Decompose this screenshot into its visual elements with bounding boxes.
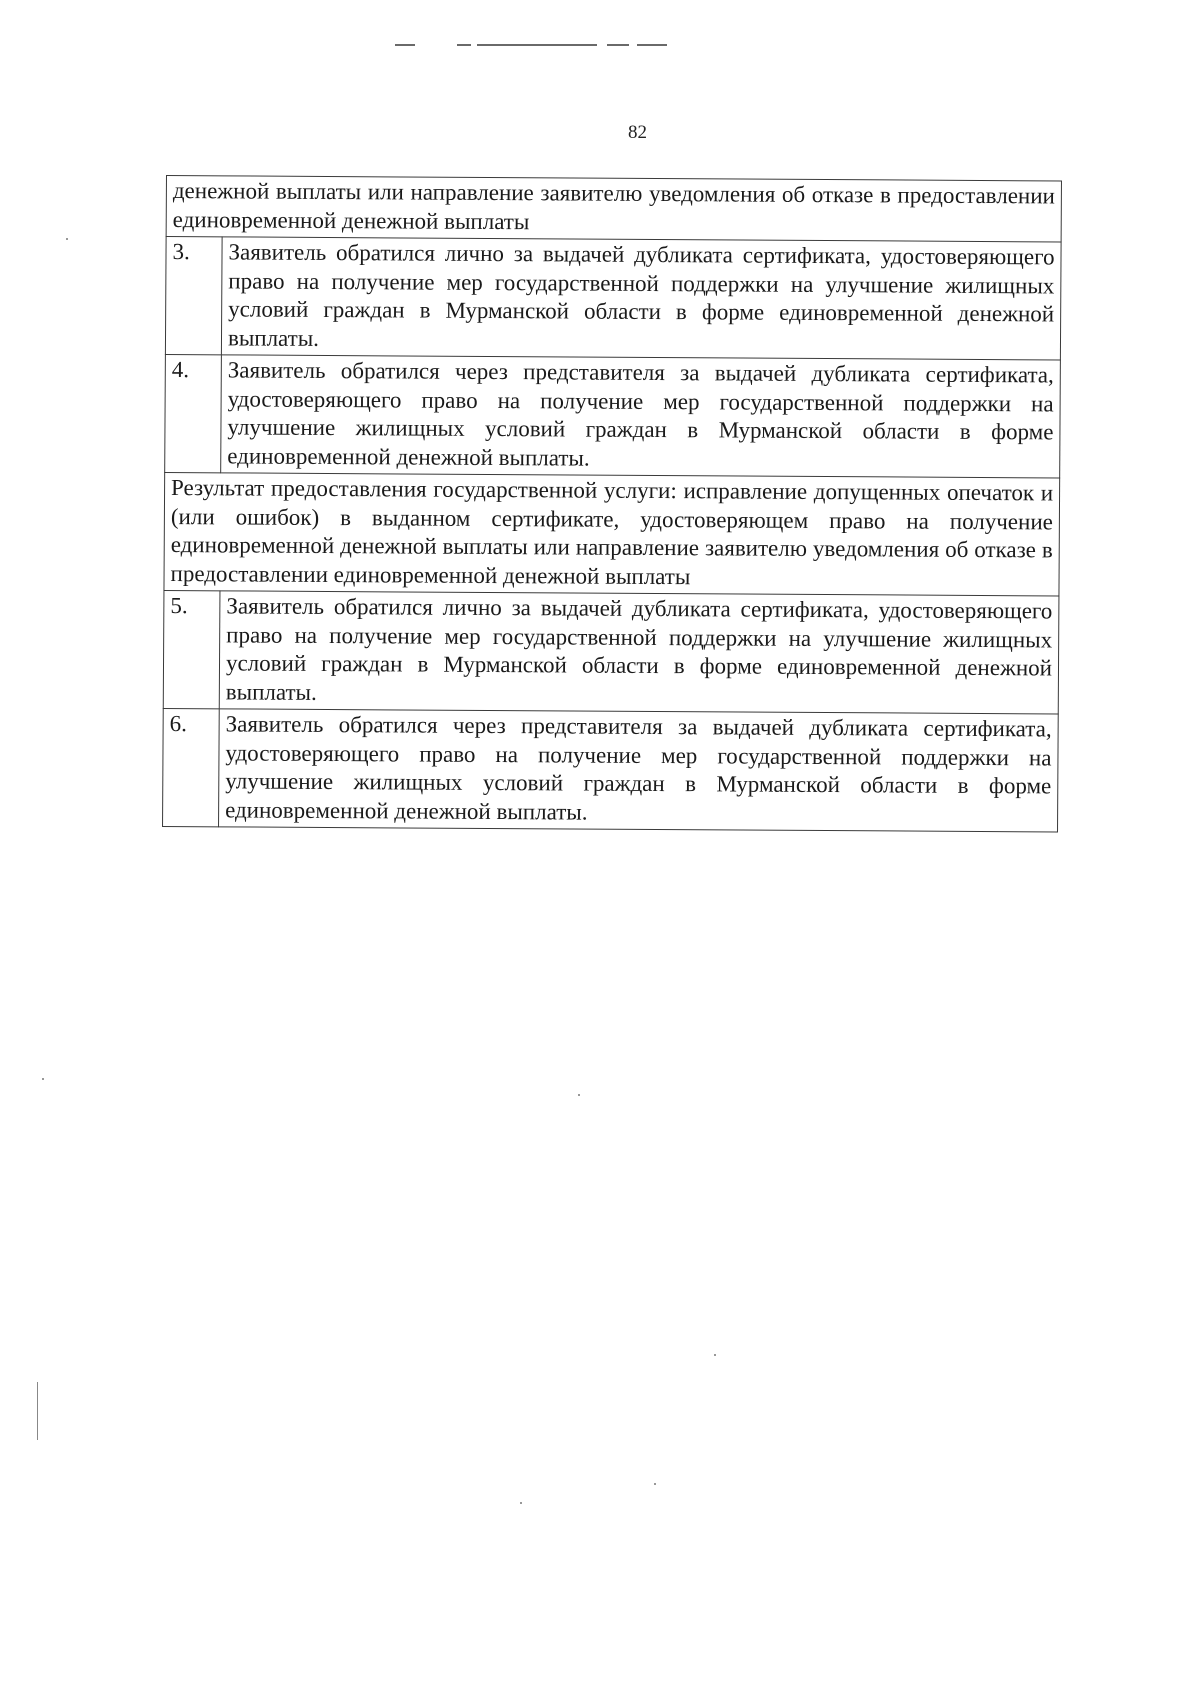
row-continuation-text: денежной выплаты или направление заявителю уведомления об отказе в предоставлении единовременной денежной выплаты [166,176,1061,242]
row-text: Заявитель обратился через представителя за выдачей дубликата сертификата, удостоверяющего право на получение мер государственной поддержки на улучшение жилищных условий граждан в Мурманской области в форме единовременной денежной выплаты. [221,355,1061,478]
table-row [165,237,1061,360]
scan-speck [520,1502,522,1504]
table-row [165,354,1061,477]
row-text: Заявитель обратился через представителя за выдачей дубликата сертификата, удостоверяющего право на получение мер государственной поддержки на улучшение жилищных условий граждан в Мурманской области в форме единовременной денежной выплаты. [219,709,1059,832]
row-text: Заявитель обратился лично за выдачей дубликата сертификата, удостоверяющего право на получение мер государственной поддержки на улучшение жилищных условий граждан в Мурманской области в форме единовременной денежной выплаты. [221,237,1061,360]
scan-speck [654,1483,656,1485]
scan-edge-mark [37,1382,38,1440]
scan-speck [714,1354,716,1356]
row-number: 5. [163,590,220,708]
scan-speck [578,1094,580,1096]
row-number: 4. [165,354,222,472]
procedure-table [162,175,1062,832]
table-row [163,708,1059,831]
scan-speck [66,238,68,240]
row-result-header: Результат предоставления государственной услуги: исправление допущенных опечаток и (или ошибок) в выданном сертификате, удостоверяющем право на получение единовременной денежной выплаты или направление заявителю уведомления об отказе в предоставлении единовременной денежной выплаты [164,472,1060,595]
table-row [166,176,1061,242]
table-row [164,472,1060,595]
scan-speck [42,1078,44,1080]
row-text: Заявитель обратился лично за выдачей дубликата сертификата, удостоверяющего право на получение мер государственной поддержки на улучшение жилищных условий граждан в Мурманской области в форме единовременной денежной выплаты. [219,591,1059,714]
row-number: 6. [163,708,220,826]
table-row [163,590,1059,713]
page-number: 82 [628,122,647,143]
scan-header-marks [395,44,670,50]
row-number: 3. [165,237,222,355]
